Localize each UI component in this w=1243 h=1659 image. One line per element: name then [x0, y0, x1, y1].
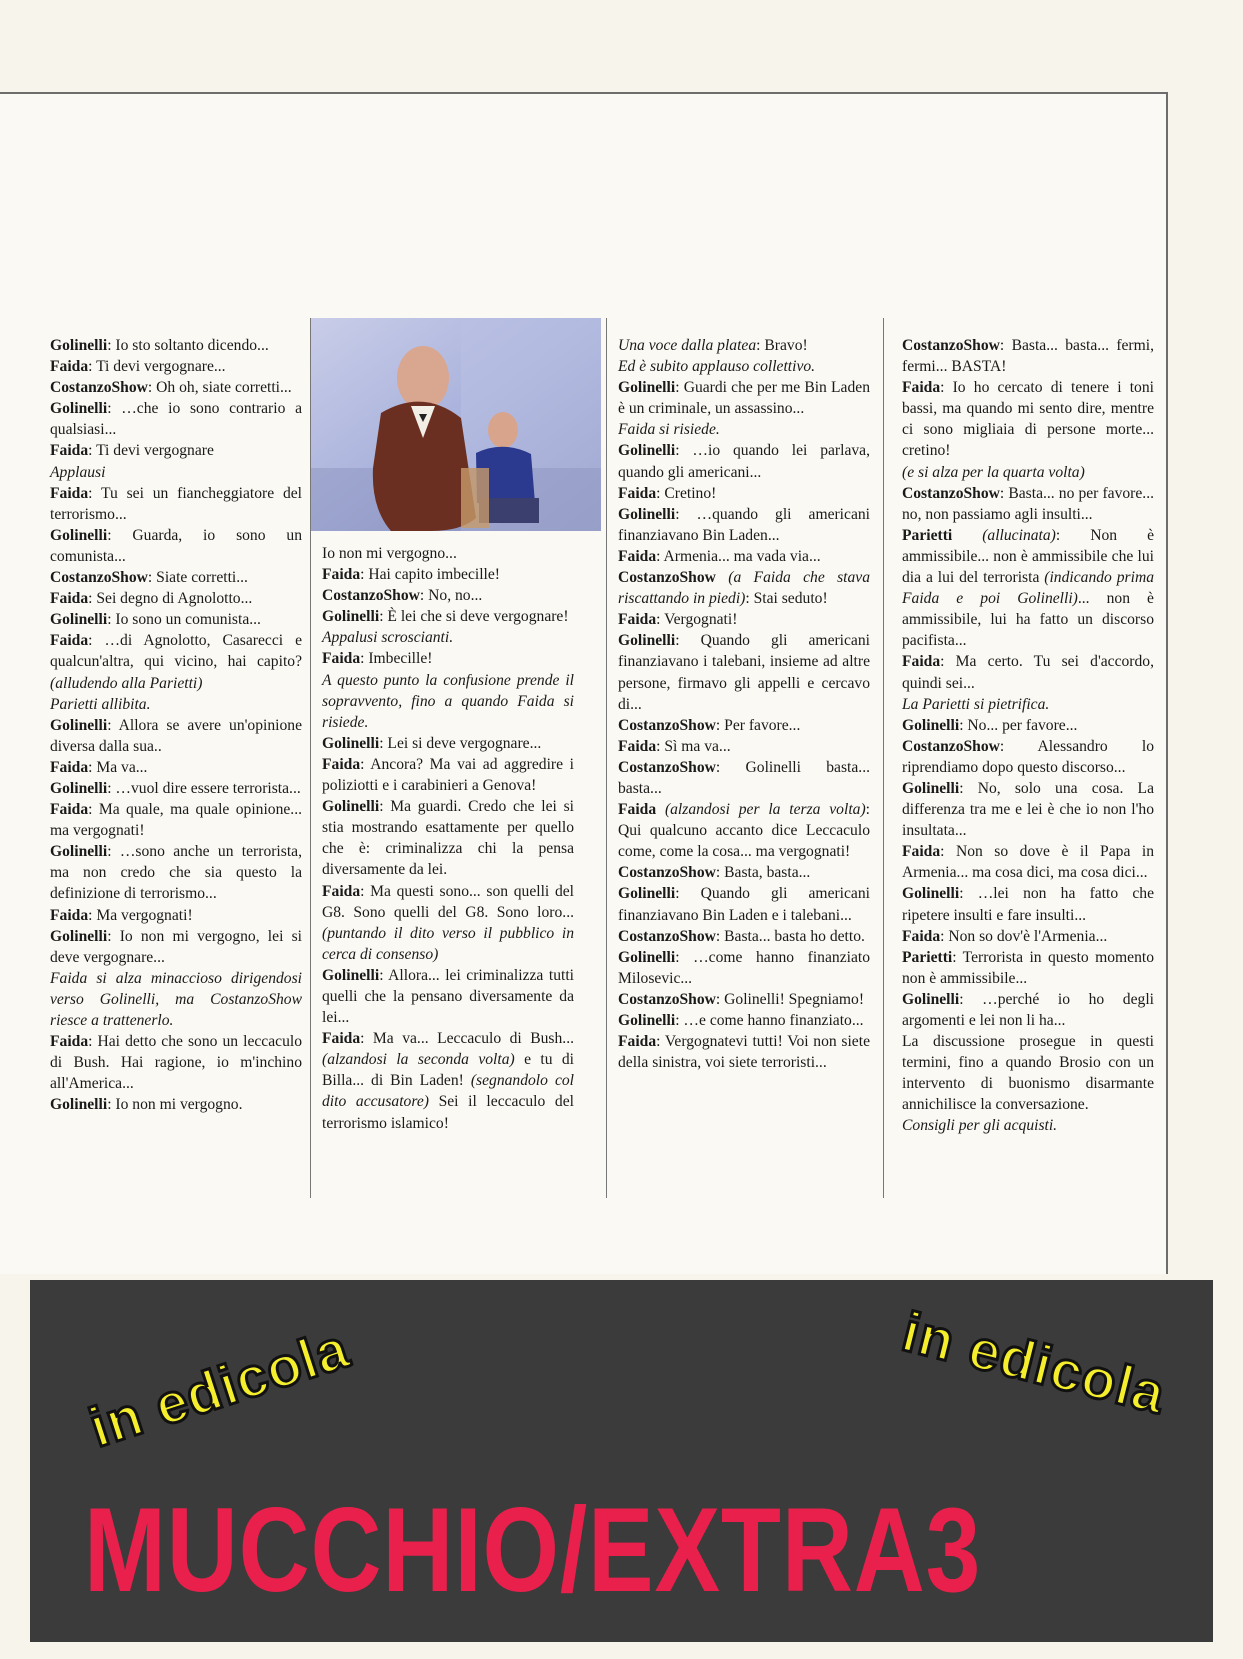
dialogue-line: [50, 335, 302, 356]
speaker-name: Golinelli: [322, 734, 380, 752]
stage-direction: (a Faida che stava riscattando in piedi): [618, 569, 870, 608]
dialogue-line: [322, 585, 574, 606]
spoken-text: : Basta, basta...: [715, 864, 811, 882]
tv-show-photo: [311, 318, 601, 531]
speaker-name: Faida: [902, 653, 941, 671]
spoken-text: : Hai capito imbecille!: [360, 566, 500, 584]
speaker-name: Golinelli: [322, 966, 380, 984]
spoken-text: : Io sono un comunista...: [107, 611, 261, 629]
spoken-text: e tu di Billa... di Bin Laden!: [322, 1051, 574, 1090]
speaker-name: Faida: [618, 1033, 657, 1051]
speaker-name: Golinelli: [618, 885, 676, 903]
dialogue-line: [50, 694, 302, 715]
speaker-name: Golinelli: [618, 1012, 676, 1029]
speaker-name: CostanzoShow: [50, 379, 148, 397]
spoken-text: : Ma va... Leccaculo di Bush...: [360, 1030, 574, 1048]
speaker-name: Faida: [322, 650, 361, 668]
speaker-name: Golinelli: [902, 779, 960, 797]
dialogue-line: [618, 1031, 870, 1073]
spoken-text: : Oh oh, siate corretti...: [147, 379, 292, 397]
spoken-text: : Basta... basta... fermi, fermi... BASTA!: [902, 337, 1154, 376]
spoken-text: : Ma quale, ma quale opinione... ma vergognati!: [50, 801, 302, 840]
dialogue-line: [618, 715, 870, 736]
speaker-name: Faida: [618, 547, 657, 565]
spoken-text: : …io quando lei parlava, quando gli americani...: [618, 442, 870, 481]
dialogue-line: [902, 651, 1154, 693]
spoken-text: : Per favore...: [715, 716, 801, 734]
spoken-text: : Ma vergognati!: [88, 906, 193, 924]
dialogue-line: [618, 989, 870, 1010]
in-edicola-sticker-right: in edicola: [896, 1299, 1172, 1426]
speaker-name: Parietti: [902, 948, 953, 966]
speaker-name: Faida: [50, 1033, 89, 1051]
dialogue-line: [902, 989, 1154, 1031]
speaker-name: Faida: [902, 927, 941, 945]
dialogue-line: [618, 947, 870, 989]
dialogue-line: [902, 335, 1154, 377]
speaker-name: Faida: [50, 484, 89, 502]
column-divider-3: [883, 318, 884, 1198]
dialogue-line: [618, 440, 870, 482]
dialogue-line: [50, 525, 302, 567]
spoken-text: : Hai detto che sono un leccaculo di Bush. Hai ragione, io m'inchino all'America...: [50, 1033, 302, 1093]
dialogue-line: [322, 627, 574, 648]
dialogue-line: [50, 757, 302, 778]
spoken-text: : Golinelli! Spegniamo!: [715, 990, 865, 1008]
dialogue-line: [902, 462, 1154, 483]
stage-direction: (alzandosi la seconda volta): [322, 1051, 515, 1069]
speaker-name: Golinelli: [618, 379, 676, 397]
stage-direction: (puntando il dito verso il pubblico in cerca di consenso): [322, 924, 574, 963]
speaker-name: Golinelli: [618, 442, 676, 460]
dialogue-line: [902, 778, 1154, 841]
speaker-name: Faida: [50, 906, 89, 924]
speaker-name: Golinelli: [618, 505, 676, 523]
dialogue-line: [322, 733, 574, 754]
stage-direction: (allucinata): [982, 526, 1056, 544]
spoken-text: : …quando gli americani finanziavano Bin Laden...: [618, 505, 870, 544]
speaker-name: CostanzoShow: [618, 990, 716, 1008]
article-column-1: [50, 335, 302, 1115]
speaker-name: Faida: [50, 758, 89, 776]
speaker-name: Faida: [902, 379, 941, 397]
speaker-name: Faida: [618, 611, 657, 629]
dialogue-line: [618, 862, 870, 883]
speaker-name: Faida: [50, 358, 89, 376]
spoken-text: : Io non mi vergogno, lei si deve vergognare...: [50, 927, 302, 966]
spoken-text: : Io sto soltanto dicendo...: [107, 337, 269, 354]
spoken-text: : Io ho cercato di tenere i toni bassi, ma quando mi sento dire, mentre ci sono migliaia di persone morte... cretino!: [902, 379, 1154, 460]
spoken-text: : Siate corretti...: [147, 569, 248, 587]
dialogue-line: [618, 377, 870, 419]
spoken-text: : Lei si deve vergognare...: [379, 734, 542, 752]
dialogue-line: [902, 947, 1154, 989]
spoken-text: : Imbecille!: [360, 650, 433, 668]
spoken-text: : …vuol dire essere terrorista...: [107, 779, 301, 797]
speaker-name: CostanzoShow: [322, 587, 420, 605]
dialogue-line: [322, 754, 574, 796]
speaker-name: CostanzoShow: [902, 737, 1000, 755]
spoken-text: : Basta... no per favore... no, non passiamo agli insulti...: [902, 484, 1154, 523]
dialogue-line: [50, 968, 302, 1031]
dialogue-line: [618, 926, 870, 947]
stage-direction: Faida si risiede.: [618, 421, 720, 439]
dialogue-line: [618, 630, 870, 714]
dialogue-line: [902, 483, 1154, 525]
dialogue-line: [618, 799, 870, 862]
speaker-name: Golinelli: [50, 337, 108, 354]
spoken-text: [952, 527, 982, 544]
dialogue-line: [322, 606, 574, 627]
in-edicola-sticker-left: in edicola: [81, 1316, 357, 1459]
stage-direction: Faida si alza minaccioso dirigendosi verso Golinelli, ma CostanzoShow riesce a trattenerlo.: [50, 969, 302, 1029]
spoken-text: La discussione prosegue in questi termini, fino a quando Brosio con un intervento di buonismo disarmante annichilisce la conversazione.: [902, 1033, 1154, 1114]
spoken-text: : Non è ammissibile... non è ammissibile che lui dia a lui del terrorista: [902, 526, 1154, 587]
speaker-name: Golinelli: [618, 948, 676, 966]
spoken-text: : …come hanno finanziato Milosevic...: [618, 948, 870, 987]
dialogue-line: [50, 778, 302, 799]
spoken-text: : Terrorista in questo momento non è ammissibile...: [902, 948, 1154, 987]
article-column-2: [322, 543, 574, 1134]
stage-direction: A questo punto la confusione prende il sopravvento, fino a quando Faida si risiede.: [322, 671, 574, 731]
dialogue-line: [618, 567, 870, 609]
stage-direction: (alludendo alla Parietti): [50, 674, 203, 692]
dialogue-line: [902, 377, 1154, 461]
spoken-text: : Ma certo. Tu sei d'accordo, quindi sei...: [902, 653, 1154, 692]
spoken-text: : Vergognati!: [656, 611, 738, 629]
spoken-text: : Quando gli americani finanziavano Bin Laden e i talebani...: [618, 885, 870, 924]
speaker-name: Parietti: [902, 526, 953, 544]
spoken-text: : No, no...: [419, 587, 483, 605]
speaker-name: Faida: [618, 484, 657, 502]
dialogue-line: [50, 715, 302, 757]
spoken-text: : …che io sono contrario a qualsiasi...: [50, 400, 302, 439]
speaker-name: CostanzoShow: [618, 864, 716, 882]
dialogue-line: [50, 398, 302, 440]
speaker-name: Faida: [50, 442, 89, 460]
speaker-name: CostanzoShow: [618, 927, 716, 945]
speaker-name: Golinelli: [50, 716, 108, 734]
dialogue-line: [618, 757, 870, 799]
dialogue-line: [50, 1031, 302, 1094]
spoken-text: : …sono anche un terrorista, ma non credo che sia questo la definizione di terrorismo...: [50, 843, 302, 903]
speaker-name: Faida: [902, 843, 941, 861]
spoken-text: : Guarda, io sono un comunista...: [50, 526, 302, 565]
spoken-text: : Allora se avere un'opinione diversa dalla sua..: [50, 716, 302, 755]
dialogue-line: [50, 609, 302, 630]
speaker-name: Golinelli: [618, 632, 676, 650]
speaker-name: Golinelli: [50, 843, 108, 861]
speaker-name: Golinelli: [322, 608, 380, 626]
dialogue-line: [50, 377, 302, 398]
dialogue-line: [322, 796, 574, 880]
speaker-name: Golinelli: [50, 1096, 108, 1114]
spoken-text: : Stai seduto!: [745, 590, 828, 608]
spoken-text: : …perché io ho degli argomenti e lei non li ha...: [902, 990, 1154, 1029]
speaker-name: Faida: [322, 566, 361, 584]
dialogue-line: [50, 1094, 302, 1115]
dialogue-line: [618, 609, 870, 630]
dialogue-line: [902, 841, 1154, 883]
speaker-name: CostanzoShow: [618, 758, 716, 776]
speaker-name: Golinelli: [50, 526, 108, 544]
spoken-text: : Ma va...: [88, 758, 148, 776]
spoken-text: : Sei degno di Agnolotto...: [88, 590, 253, 608]
spoken-text: : Ma questi sono... son quelli del G8. Sono quelli del G8. Sono loro...: [322, 882, 574, 921]
column-divider-2: [606, 318, 607, 1198]
speaker-name: Faida: [50, 590, 89, 608]
dialogue-line: [50, 799, 302, 841]
speaker-name: CostanzoShow: [902, 337, 1000, 354]
spoken-text: : Alessandro lo riprendiamo dopo questo discorso...: [902, 737, 1154, 776]
dialogue-line: [322, 881, 574, 965]
spoken-text: : Non so dov'è l'Armenia...: [940, 927, 1108, 945]
spoken-text: : No, solo una cosa. La differenza tra me e lei è che io non l'ho insultata...: [902, 779, 1154, 840]
speaker-name: CostanzoShow: [50, 569, 148, 587]
dialogue-line: [618, 483, 870, 504]
dialogue-line: [50, 630, 302, 693]
spoken-text: : Quando gli americani finanziavano i talebani, insieme ad altre persone, firmavo gli appelli e cercavo di...: [618, 632, 870, 713]
spoken-text: : Ma guardi. Credo che lei si stia mostrando esattamente per quello che è: criminalizza chi la pensa diversamente da lei.: [322, 798, 574, 879]
speaker-name: Golinelli: [50, 400, 108, 418]
spoken-text: : Qui qualcuno accanto dice Leccaculo come, come la cosa... ma vergognati!: [618, 801, 870, 861]
spoken-text: : Allora... lei criminalizza tutti quelli che la pensano diversamente da lei...: [322, 966, 574, 1027]
spoken-text: : …di Agnolotto, Casarecci e qualcun'altra, qui vicino, hai capito?: [50, 632, 302, 671]
stage-direction: (e si alza per la quarta volta): [902, 463, 1085, 481]
spoken-text: : Tu sei un fiancheggiatore del terrorismo...: [50, 484, 302, 523]
dialogue-line: [902, 926, 1154, 947]
dialogue-line: [902, 715, 1154, 736]
spoken-text: : Guardi che per me Bin Laden è un criminale, un assassino...: [618, 379, 870, 418]
speaker-name: Golinelli: [322, 798, 380, 816]
banner-title: MUCCHIO/EXTRA3: [84, 1483, 982, 1617]
speaker-name: Faida: [618, 737, 657, 755]
stage-direction: (alzandosi per la terza volta): [664, 801, 866, 819]
dialogue-line: [50, 926, 302, 968]
spoken-text: : Sì ma va...: [656, 737, 731, 755]
spoken-text: : Io non mi vergogno.: [107, 1096, 243, 1114]
dialogue-line: [902, 1115, 1154, 1136]
speaker-name: Golinelli: [902, 716, 960, 734]
speaker-name: Faida: [50, 801, 89, 819]
stage-direction: (indicando prima Faida e poi Golinelli): [902, 569, 1154, 608]
speaker-name: CostanzoShow: [902, 484, 1000, 502]
stage-direction: (segnandolo col dito accusatore): [322, 1072, 574, 1111]
spoken-text: : Non so dove è il Papa in Armenia... ma cosa dici, ma cosa dici...: [902, 843, 1154, 882]
stage-direction: Appalusi scroscianti.: [322, 629, 454, 647]
stage-direction: Parietti allibita.: [50, 695, 151, 713]
dialogue-line: [322, 965, 574, 1028]
dialogue-line: [50, 483, 302, 525]
dialogue-line: [50, 462, 302, 483]
speaker-name: Faida: [322, 1030, 361, 1048]
dialogue-line: [322, 670, 574, 733]
spoken-text: : Vergognatevi tutti! Voi non siete della sinistra, voi siete terroristi...: [618, 1033, 870, 1072]
speaker-name: Faida: [50, 632, 89, 650]
speaker-name: Faida: [322, 882, 361, 900]
dialogue-line: [50, 841, 302, 904]
dialogue-line: [50, 567, 302, 588]
stage-direction: Una voce dalla platea: [618, 337, 757, 354]
dialogue-line: [322, 543, 574, 564]
dialogue-line: [902, 883, 1154, 925]
dialogue-line: [322, 1028, 574, 1133]
stage-direction: Applausi: [50, 463, 106, 481]
spoken-text: : …e come hanno finanziato...: [675, 1012, 864, 1029]
spoken-text: : È lei che si deve vergognare!: [379, 608, 569, 626]
speaker-name: Golinelli: [50, 611, 108, 629]
dialogue-line: [50, 588, 302, 609]
spoken-text: : Cretino!: [656, 484, 717, 502]
dialogue-line: [618, 736, 870, 757]
spoken-text: Io non mi vergogno...: [322, 545, 457, 562]
dialogue-line: [618, 1010, 870, 1031]
stage-direction: La Parietti si pietrifica.: [902, 695, 1050, 713]
spoken-text: : …lei non ha fatto che ripetere insulti e fare insulti...: [902, 885, 1154, 924]
dialogue-line: [902, 1031, 1154, 1115]
spoken-text: [716, 569, 728, 586]
spoken-text: [656, 801, 665, 818]
spoken-text: : No... per favore...: [959, 716, 1078, 734]
spoken-text: : Ti devi vergognare: [88, 442, 214, 460]
speaker-name: Golinelli: [902, 990, 960, 1008]
spoken-text: ... non è ammissibile, lui ha fatto un discorso pacifista...: [902, 590, 1154, 650]
dialogue-line: [618, 883, 870, 925]
speaker-name: Golinelli: [50, 927, 108, 945]
dialogue-line: [322, 564, 574, 585]
spoken-text: : Basta... basta ho detto.: [715, 927, 865, 945]
dialogue-line: [50, 356, 302, 377]
spoken-text: : Bravo!: [756, 337, 808, 354]
speaker-name: Golinelli: [902, 885, 960, 903]
spoken-text: : Golinelli basta... basta...: [618, 758, 870, 797]
spoken-text: : Ancora? Ma vai ad aggredire i poliziotti e i carabinieri a Genova!: [322, 755, 574, 795]
dialogue-line: [618, 504, 870, 546]
stage-direction: Consigli per gli acquisti.: [902, 1117, 1058, 1135]
dialogue-line: [618, 335, 870, 356]
article-column-4: [902, 335, 1154, 1137]
dialogue-line: [902, 525, 1154, 652]
speaker-name: Golinelli: [50, 779, 108, 797]
stage-direction: Ed è subito applauso collettivo.: [618, 358, 816, 376]
dialogue-line: [322, 648, 574, 669]
article-column-3: [618, 335, 870, 1073]
spoken-text: Sei il leccaculo del terrorismo islamico!: [322, 1093, 574, 1132]
spoken-text: : Ti devi vergognare...: [88, 358, 226, 376]
spoken-text: : Armenia... ma vada via...: [656, 547, 821, 565]
dialogue-line: [618, 419, 870, 440]
dialogue-line: [618, 546, 870, 567]
dialogue-line: [902, 694, 1154, 715]
dialogue-line: [902, 736, 1154, 778]
dialogue-line: [50, 440, 302, 461]
speaker-name: CostanzoShow: [618, 569, 716, 587]
dialogue-line: [618, 356, 870, 377]
dialogue-line: [50, 905, 302, 926]
speaker-name: CostanzoShow: [618, 716, 716, 734]
speaker-name: Faida: [618, 801, 657, 819]
speaker-name: Faida: [322, 755, 361, 773]
